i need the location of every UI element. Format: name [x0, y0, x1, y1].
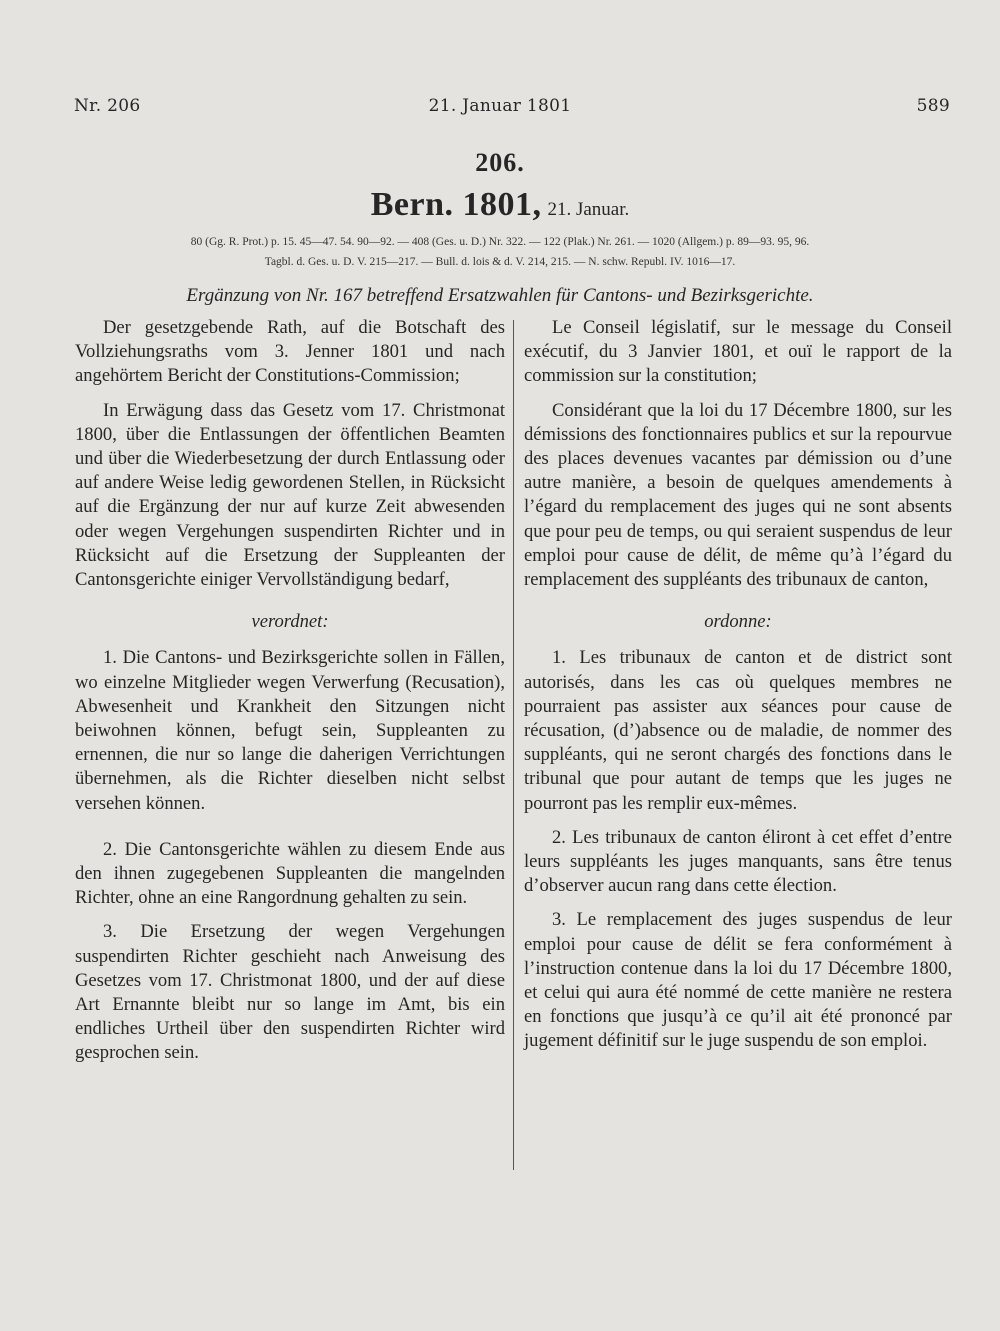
german-considerations: In Erwägung dass das Gesetz vom 17. Christmonat 1800, über die Entlassungen der öffentlichen Beamten und über die Wiederbesetzung der durch Entlassung oder auf andere Weise ledig gewordenen Stellen, in Rücksicht auf die Ergänzung der nur auf kurze Zeit abwesenden oder wegen Vergehungen suspendirten Richter und in Rücksicht auf die Ersetzung der Suppleanten der Cantonsgerichte einiger Vervollständigung bedarf,	[75, 399, 505, 591]
german-article-2: 2. Die Cantonsgerichte wählen zu diesem Ende aus den ihnen zugegebenen Suppleanten die mangelnden Richter, ohne an eine Rangordnung gehalten zu sein.	[75, 838, 505, 909]
german-article-3: 3. Die Ersetzung der wegen Vergehungen suspendirten Richter geschieht nach Anweisung des Gesetzes vom 17. Christmonat 1800, und der auf diese Art Ernannte bleibt nur so lange im Amt, bis ein endliches Urtheil über den suspendirten Richter wird gesprochen sein.	[75, 921, 505, 1064]
page-number: 589	[916, 96, 950, 116]
title-date: 21. Januar.	[547, 199, 630, 220]
german-column	[75, 316, 505, 1076]
header-issue-number: Nr. 206	[74, 96, 141, 116]
french-article-3: 3. Le remplacement des juges suspendus de leur emploi pour cause de délit se fera conformément à l’instruction contenue dans la loi du 17 Décembre 1800, et celui qui aura été nommé de cette manière ne restera en fonctions que jusqu’à ce qu’il ait été prononcé par jugement définitif sur le juge suspendu de son emploi.	[524, 909, 952, 1052]
source-references-line-1: 80 (Gg. R. Prot.) p. 15. 45—47. 54. 90—92. — 408 (Ges. u. D.) Nr. 322. — 122 (Plak.) Nr. 261. — 1020 (Allgem.) p. 89—93. 95, 96.	[190, 236, 810, 248]
french-enacting-verb: ordonne:	[704, 611, 772, 633]
column-divider	[513, 320, 514, 1170]
source-references-line-2: Tagbl. d. Ges. u. D. V. 215—217. — Bull. d. lois & d. V. 214, 215. — N. schw. Republ. IV. 1016—17.	[264, 256, 736, 268]
document-subtitle: Ergänzung von Nr. 167 betreffend Ersatzwahlen für Cantons- und Bezirksgerichte.	[186, 285, 814, 306]
title-place: Bern. 1801,	[370, 186, 542, 223]
document-number: 206.	[475, 148, 525, 177]
french-considerations: Considérant que la loi du 17 Décembre 1800, sur les démissions des fonctionnaires publics et sur la repourvue des places devenues vacantes par démission ou d’une autre manière, a besoin de quelques amendements à l’égard du remplacement des juges qui ne sont absents que pour peu de temps, ou qui seraient suspendus de leur emploi pour cause de délit, de même qu’à l’égard du remplacement des suppléants des tribunaux de canton,	[524, 399, 952, 591]
german-article-1: 1. Die Cantons- und Bezirksgerichte sollen in Fällen, wo einzelne Mitglieder wegen Verwerfung (Recusation), Abwesenheit und Krankheit den Sitzungen nicht beiwohnen können, befugt sein, Suppleanten zu ernennen, die nur so lange die daherigen Verrichtungen übernehmen, als die Richter dieselben nicht selbst versehen können.	[75, 647, 505, 814]
header-date: 21. Januar 1801	[428, 96, 572, 116]
german-preamble: Der gesetzgebende Rath, auf die Botschaft des Vollziehungsraths vom 3. Jenner 1801 und nach angehörtem Bericht der Constitutions-Commission;	[75, 317, 505, 387]
document-title	[0, 186, 1000, 224]
french-preamble: Le Conseil législatif, sur le message du Conseil exécutif, du 3 Janvier 1801, et ouï le rapport de la commission sur la constitution;	[524, 317, 952, 387]
french-article-1: 1. Les tribunaux de canton et de district sont autorisés, dans les cas où quelques membres ne pourraient pas assister aux séances pour cause de récusation, (d’)absence ou de maladie, de nommer des suppléants, qui ne seront chargés des fonctions dans le tribunal que pour autant de temps que les juges ne pourront pas les remplir eux-mêmes.	[524, 647, 952, 814]
french-column	[524, 316, 952, 1064]
french-article-2: 2. Les tribunaux de canton éliront à cet effet d’entre leurs suppléants les juges manquants, sans être tenus d’observer aucun rang dans cette élection.	[524, 826, 952, 897]
german-enacting-verb: verordnet:	[251, 611, 329, 633]
